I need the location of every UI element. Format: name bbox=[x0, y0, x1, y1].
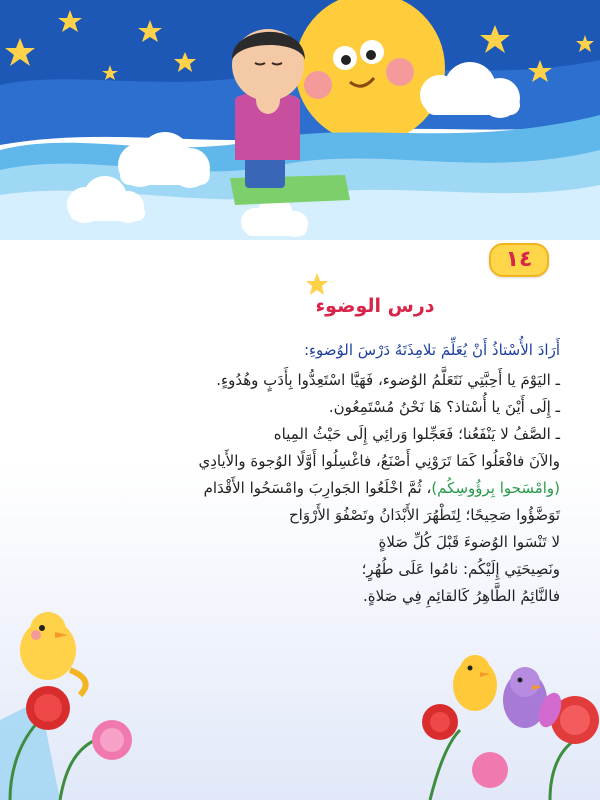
birds-flowers-illustration-right bbox=[400, 640, 600, 800]
header-illustration bbox=[0, 0, 600, 240]
bird-flowers-illustration-left bbox=[0, 600, 150, 800]
text-line-1: ـ اليَوْمَ يا أَحِبَّتِي نَتَعَلَّمُ الوُضوء، فَهَيَّا اسْتَعِدُّوا بِأَدَبٍ وهُدُوءٍ. bbox=[216, 371, 560, 389]
text-line-9: فالنَّائِمُ الطَّاهِرُ كَالقائِمِ فِي صَلاةٍ. bbox=[362, 587, 560, 605]
lesson-number-badge bbox=[489, 243, 549, 277]
text-line-2: ـ إِلَى أَيْنَ يا أُسْتاذ؟ هَا نَحْنُ مُسْتَمِعُون. bbox=[328, 398, 560, 416]
text-line-4: والآنَ فافْعَلُوا كَمَا تَرَوْنِي أَصْنَعُ، فاغْسِلُوا أَوَّلًا الوُجوهَ والأَيادِي bbox=[198, 452, 560, 470]
highlighted-phrase: (وامْسَحوا بِرؤُوسِكُم) bbox=[431, 479, 560, 497]
text-line-6: تَوَضَّؤُوا صَحِيحًا؛ لِتَطْهُرَ الأَبْدَانُ وتَصْفُوَ الأَرْوَاح bbox=[289, 506, 560, 524]
text-line-3: ـ الصَّفُ لا يَنْفَعُنا؛ فَعَجِّلوا وَرائِي إِلَى حَيْثُ المِياه bbox=[273, 425, 560, 443]
text-line-8: ونَصِيحَتِي إِلَيْكُم: نامُوا عَلَى طُهُرٍ؛ bbox=[361, 560, 560, 578]
lesson-intro: أَرَادَ الأُسْتاذُ أَنْ يُعَلِّمَ تلامِذَتَهُ دَرْسَ الوُضوءِ: bbox=[303, 341, 560, 359]
lesson-text bbox=[40, 340, 560, 612]
star-icon bbox=[305, 272, 329, 296]
lesson-number: ١٤ bbox=[505, 247, 533, 272]
text-line-7: لا تَنْسَوا الوُضوءَ قَبْلَ كُلِّ صَلاةٍ bbox=[378, 533, 560, 551]
text-line-5-rest: ، ثُمَّ اخْلَعُوا الجَوارِبَ وامْسَحُوا الأَقْدَام bbox=[203, 479, 432, 497]
text-line-5 bbox=[40, 477, 560, 499]
lesson-title: درس الوضوء bbox=[315, 295, 435, 317]
